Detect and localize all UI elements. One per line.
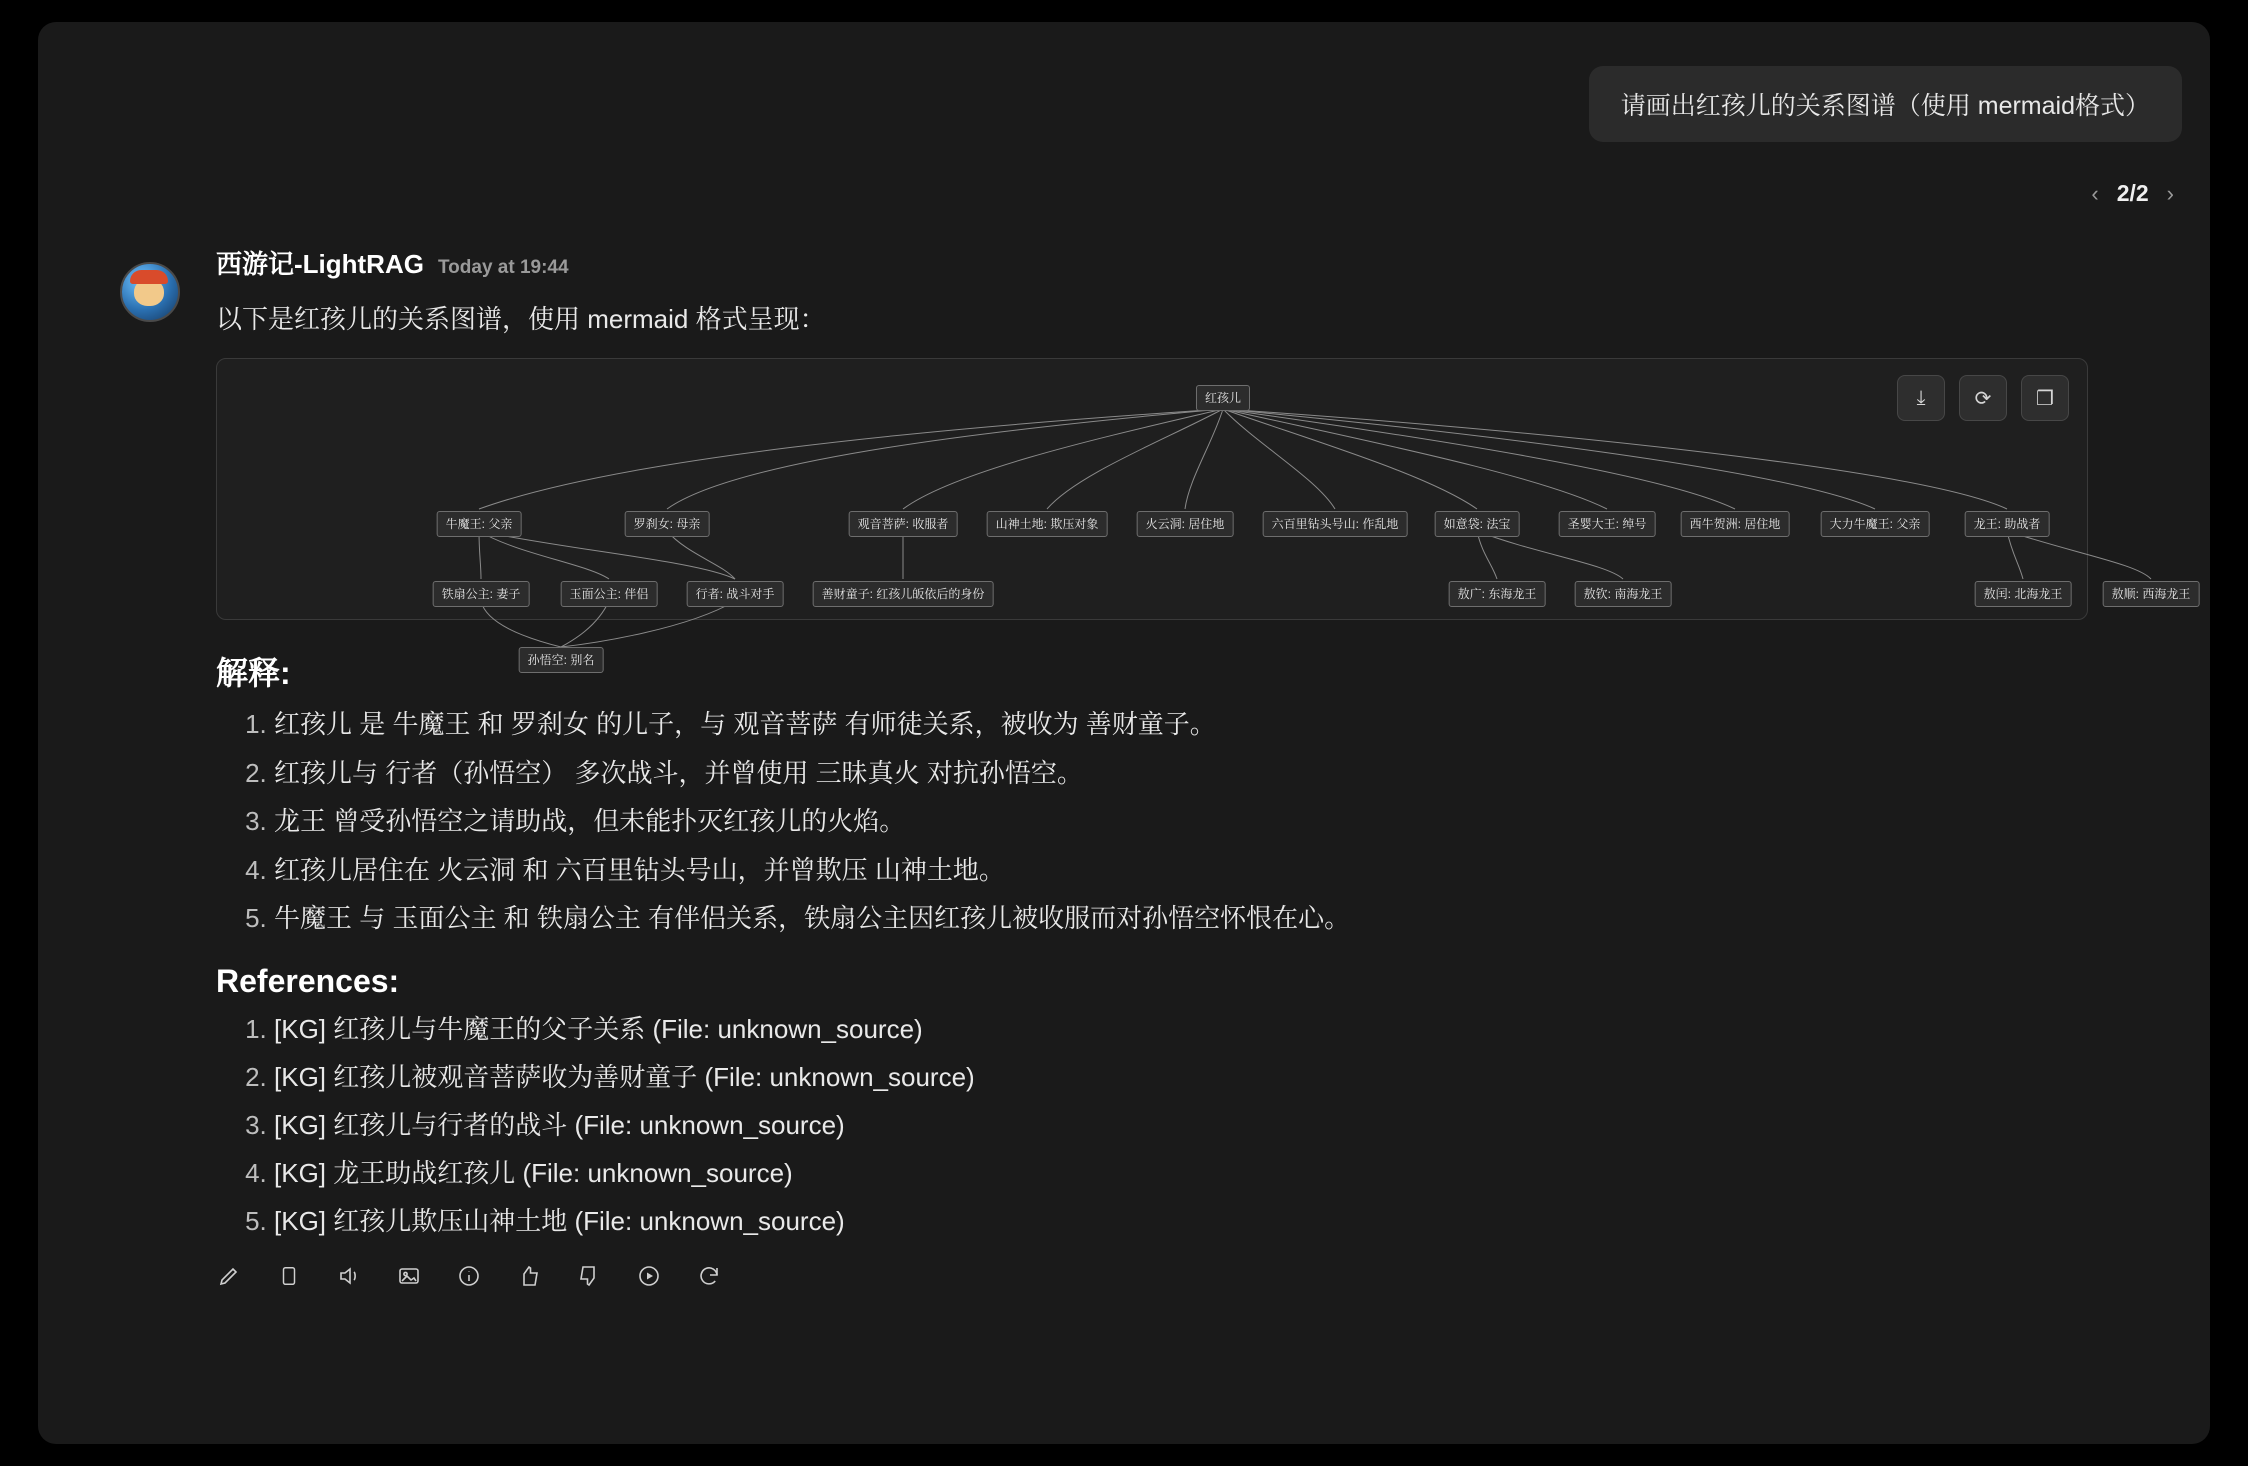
assistant-intro-text: 以下是红孩儿的关系图谱，使用 mermaid 格式呈现： — [216, 304, 826, 334]
explanation-title: 解释: — [216, 655, 291, 691]
avatar — [120, 262, 180, 322]
list-item: 5. 牛魔王 与 玉面公主 和 铁扇公主 有伴侣关系，铁扇公主因红孩儿被收服而对孙悟空怀恨在心。 — [274, 902, 2170, 935]
pager-count: 2/2 — [2116, 180, 2149, 206]
list-item: 2. [KG] 红孩儿被观音菩萨收为善财童子 (File: unknown_source) — [274, 1062, 2170, 1093]
diagram-node: 铁扇公主: 妻子 — [433, 581, 530, 607]
assistant-header — [216, 244, 2170, 281]
message-action-bar — [212, 1259, 2170, 1293]
play-icon[interactable] — [632, 1259, 666, 1293]
diagram-node: 龙王: 助战者 — [1965, 511, 2050, 537]
diagram-node: 罗刹女: 母亲 — [625, 511, 710, 537]
assistant-message — [108, 244, 2191, 1293]
message-pager — [2091, 180, 2174, 207]
list-item: 3. [KG] 红孩儿与行者的战斗 (File: unknown_source) — [274, 1110, 2170, 1141]
references-title: References: — [216, 962, 400, 999]
diagram-node: 观音菩萨: 收服者 — [849, 511, 958, 537]
diagram-node: 敖顺: 西海龙王 — [2103, 581, 2200, 607]
assistant-name: 西游记-LightRAG — [216, 249, 424, 279]
speaker-icon[interactable] — [332, 1259, 366, 1293]
diagram-node: 敖广: 东海龙王 — [1449, 581, 1546, 607]
copy-icon[interactable]: ❐ — [2021, 375, 2069, 421]
references-list — [216, 1014, 2170, 1238]
copy-icon[interactable] — [272, 1259, 306, 1293]
explanation-list — [216, 708, 2170, 935]
chat-window — [38, 22, 2210, 1444]
message-timestamp: Today at 19:44 — [437, 257, 569, 278]
user-message-bubble: 请画出红孩儿的关系图谱（使用 mermaid格式） — [1589, 66, 2182, 142]
info-icon[interactable] — [452, 1259, 486, 1293]
diagram-node: 圣婴大王: 绰号 — [1559, 511, 1656, 537]
thumbs-down-icon[interactable] — [572, 1259, 606, 1293]
diagram-node: 西牛贺洲: 居住地 — [1681, 511, 1790, 537]
diagram-node: 敖闰: 北海龙王 — [1975, 581, 2072, 607]
diagram-node: 玉面公主: 伴侣 — [561, 581, 658, 607]
download-icon[interactable]: ⤓ — [1897, 375, 1945, 421]
image-icon[interactable] — [392, 1259, 426, 1293]
avatar-hat — [130, 270, 168, 284]
diagram-node: 山神土地: 欺压对象 — [987, 511, 1108, 537]
diagram-node: 孙悟空: 别名 — [519, 647, 604, 673]
list-item: 5. [KG] 红孩儿欺压山神土地 (File: unknown_source) — [274, 1206, 2170, 1237]
list-item: 1. 红孩儿 是 牛魔王 和 罗刹女 的儿子，与 观音菩萨 有师徒关系，被收为 善财童子。 — [274, 708, 2170, 741]
mermaid-diagram-panel[interactable] — [216, 358, 2191, 667]
list-item: 3. 龙王 曾受孙悟空之请助战，但未能扑灭红孩儿的火焰。 — [274, 805, 2170, 838]
thumbs-up-icon[interactable] — [512, 1259, 546, 1293]
diagram-toolbar — [1897, 375, 2069, 421]
refresh-icon[interactable]: ⟳ — [1959, 375, 2007, 421]
diagram-edges — [217, 359, 2087, 619]
edit-icon[interactable] — [212, 1259, 246, 1293]
diagram-node: 大力牛魔王: 父亲 — [1821, 511, 1930, 537]
diagram-node: 如意袋: 法宝 — [1435, 511, 1520, 537]
user-message-row — [1589, 66, 2182, 142]
list-item: 2. 红孩儿与 行者（孙悟空） 多次战斗，并曾使用 三昧真火 对抗孙悟空。 — [274, 757, 2170, 790]
list-item: 4. 红孩儿居住在 火云洞 和 六百里钻头号山，并曾欺压 山神土地。 — [274, 854, 2170, 887]
prev-message-button[interactable]: ‹ — [2091, 180, 2099, 206]
diagram-node: 火云洞: 居住地 — [1137, 511, 1234, 537]
diagram-node: 敖钦: 南海龙王 — [1575, 581, 1672, 607]
list-item: 4. [KG] 龙王助战红孩儿 (File: unknown_source) — [274, 1158, 2170, 1189]
diagram-node: 善财童子: 红孩儿皈依后的身份 — [813, 581, 994, 607]
regenerate-icon[interactable] — [692, 1259, 726, 1293]
next-message-button[interactable]: › — [2166, 180, 2174, 206]
diagram-node: 红孩儿 — [1196, 385, 1250, 411]
diagram-node: 行者: 战斗对手 — [687, 581, 784, 607]
list-item: 1. [KG] 红孩儿与牛魔王的父子关系 (File: unknown_source) — [274, 1014, 2170, 1045]
diagram-node: 六百里钻头号山: 作乱地 — [1263, 511, 1408, 537]
diagram-node: 牛魔王: 父亲 — [437, 511, 522, 537]
